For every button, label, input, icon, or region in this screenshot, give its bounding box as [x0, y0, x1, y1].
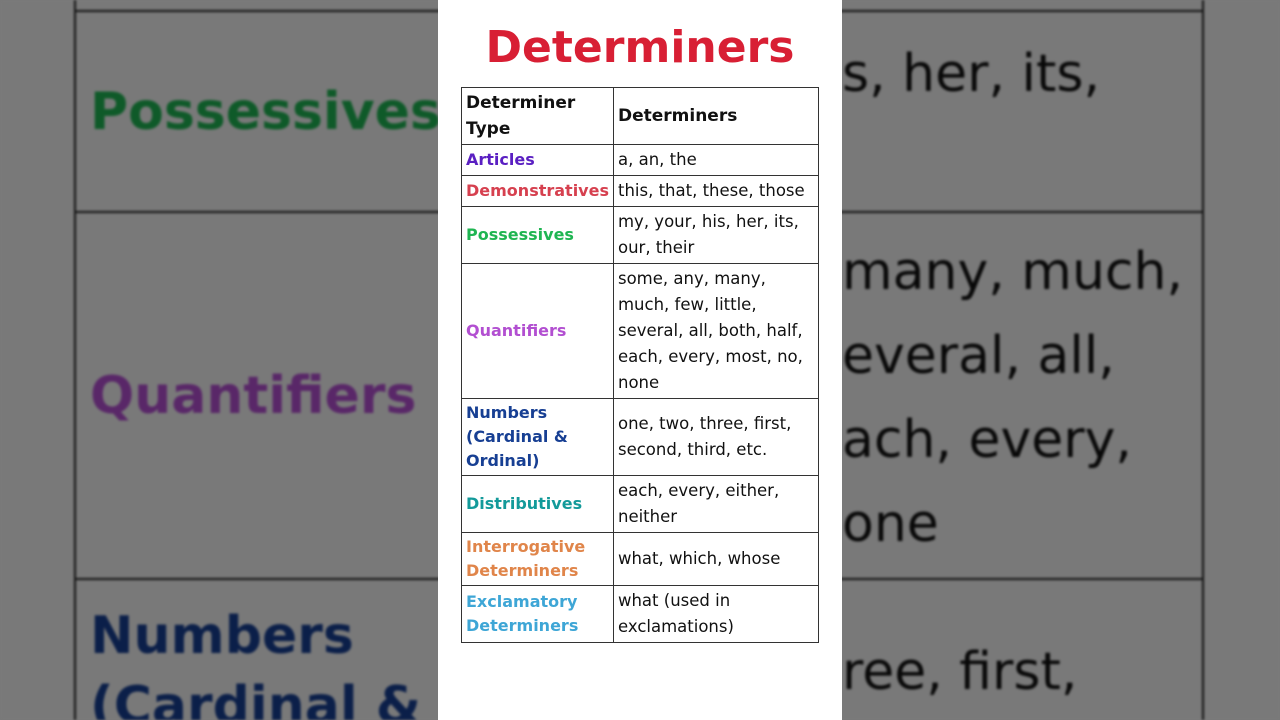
table-row	[462, 533, 819, 586]
table-row	[462, 145, 819, 176]
determiners-cell: my, your, his, her, its, our, their	[613, 207, 818, 264]
determiner-type-cell: Possessives	[462, 207, 614, 264]
determiners-cell: this, that, these, those	[613, 176, 818, 207]
header-determiner-type: Determiner Type	[462, 88, 614, 145]
table-row	[462, 399, 819, 476]
determiners-cell: some, any, many, much, few, little, several, all, both, half, each, every, most, no, none	[613, 264, 818, 399]
determiner-type-cell: Distributives	[462, 476, 614, 533]
determiners-cell: what (used in exclamations)	[613, 586, 818, 643]
determiner-type-cell: Interrogative Determiners	[462, 533, 614, 586]
determiner-type-cell: Articles	[462, 145, 614, 176]
table-header-row	[462, 88, 819, 145]
determiners-table	[461, 87, 819, 643]
table-row	[462, 586, 819, 643]
page-title: Determiners	[485, 22, 795, 73]
determiner-type-cell: Numbers (Cardinal & Ordinal)	[462, 399, 614, 476]
determiners-cell: one, two, three, first, second, third, etc.	[613, 399, 818, 476]
table-row	[462, 476, 819, 533]
determiners-cell: a, an, the	[613, 145, 818, 176]
table-row	[462, 207, 819, 264]
determiner-type-cell: Quantifiers	[462, 264, 614, 399]
determiners-cell: what, which, whose	[613, 533, 818, 586]
table-row	[462, 176, 819, 207]
determiner-type-cell: Exclamatory Determiners	[462, 586, 614, 643]
determiner-type-cell: Demonstratives	[462, 176, 614, 207]
content-card	[438, 0, 842, 720]
determiners-cell: each, every, either, neither	[613, 476, 818, 533]
table-row	[462, 264, 819, 399]
header-determiners: Determiners	[613, 88, 818, 145]
